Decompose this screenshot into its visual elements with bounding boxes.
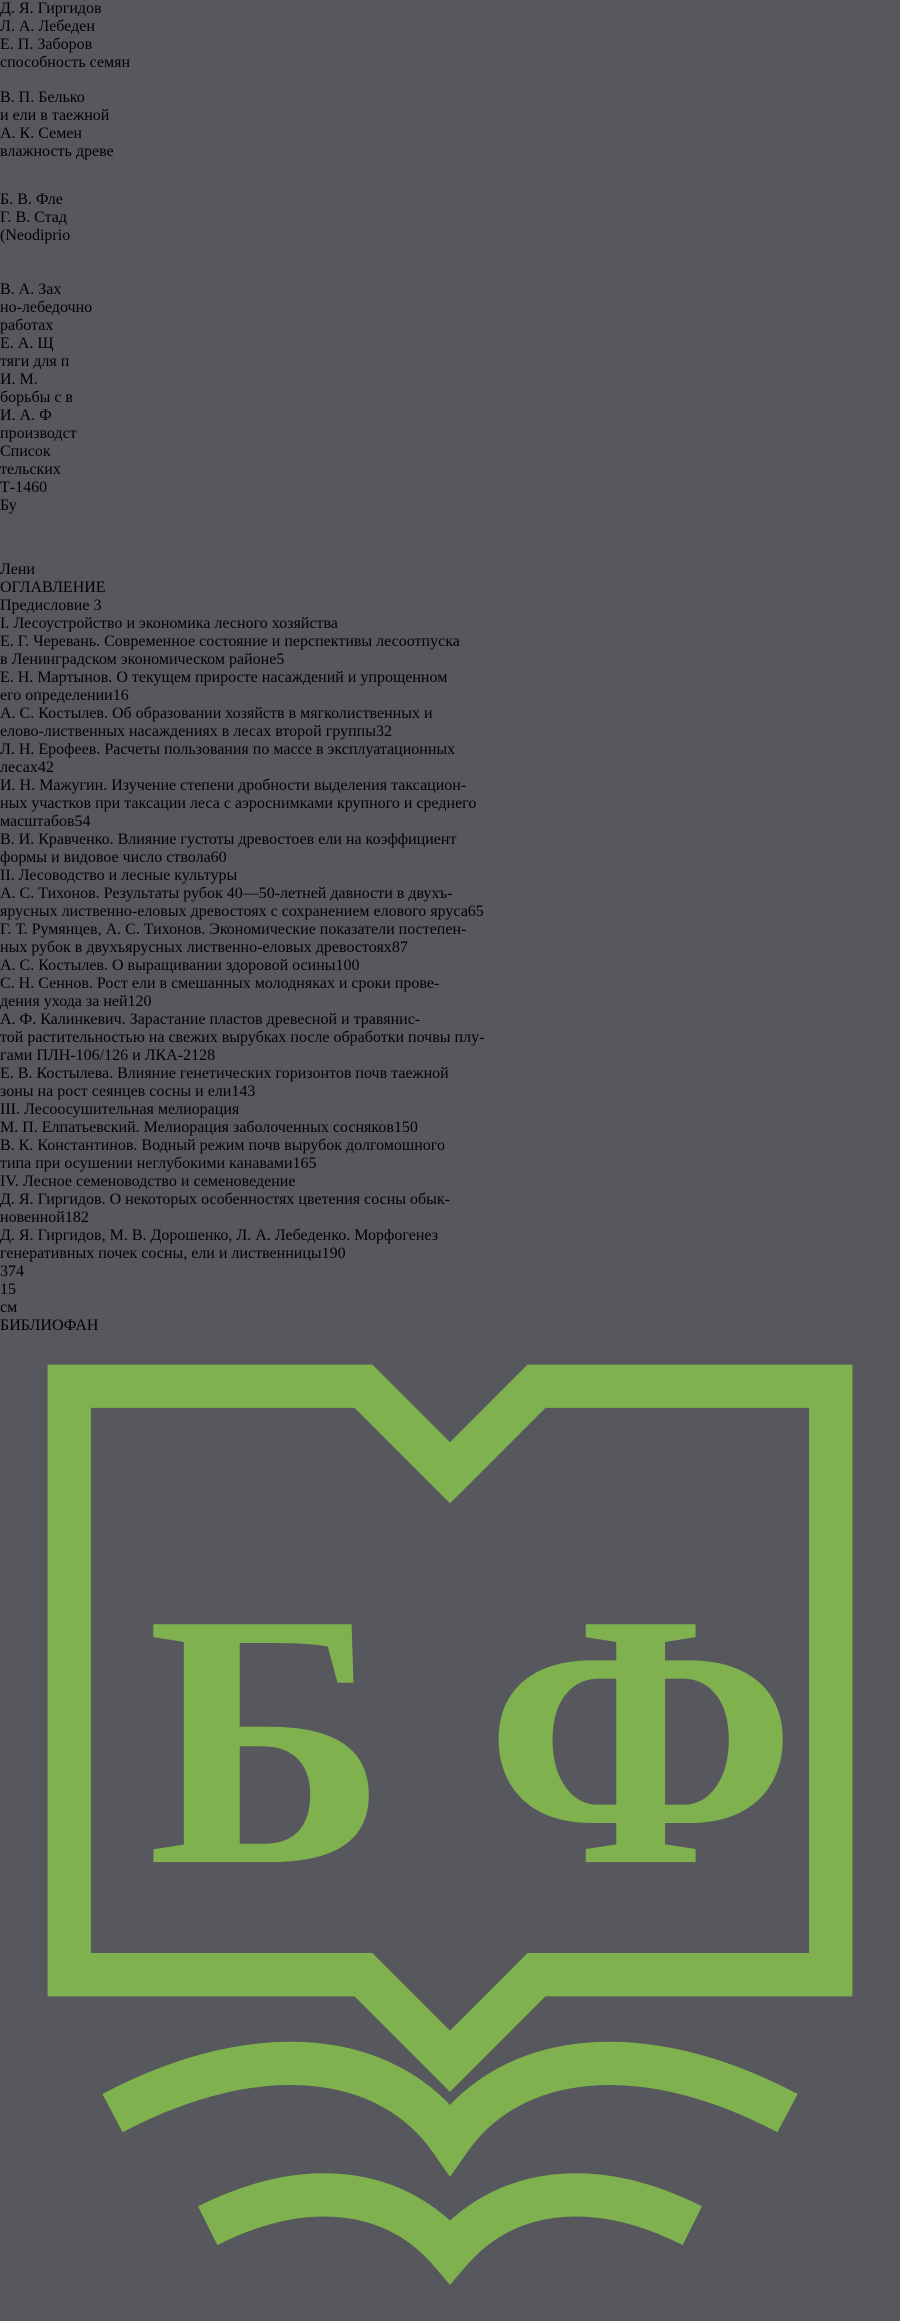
- open-book-icon: [0, 1317, 900, 2321]
- toc-line-text: гами ПЛН-106/126 и ЛКА-2: [0, 1047, 192, 1064]
- toc-line: [0, 1029, 900, 1047]
- page-number: 150: [393, 1119, 418, 1136]
- page-number: 16: [112, 687, 129, 704]
- toc-line: [0, 1065, 900, 1083]
- fragment-line: А. К. Семен: [0, 125, 82, 142]
- toc-line-text: Морфогенез: [354, 1227, 439, 1244]
- fragment-line: Е. А. Щ: [0, 335, 54, 352]
- ruler-unit-label: см: [0, 1299, 18, 1316]
- fragment-line: Е. П. Заборов: [0, 36, 93, 53]
- toc-entry: [0, 831, 900, 867]
- toc-entry: [0, 975, 900, 1011]
- toc-line: [0, 1227, 900, 1245]
- toc-line: [0, 1191, 900, 1209]
- toc-line-text: Мелиорация заболоченных сосняков: [143, 1119, 394, 1136]
- left-page: [0, 579, 900, 1281]
- fragment-line: Б. В. Фле: [0, 191, 63, 208]
- toc-line: [0, 687, 900, 705]
- toc-line: [0, 669, 900, 687]
- author-name: Е. Г. Черевань.: [0, 633, 105, 650]
- author-name: А. С. Костылев.: [0, 705, 112, 722]
- toc-line: [0, 1047, 900, 1065]
- author-name: С. Н. Сеннов.: [0, 975, 97, 992]
- author-name: Л. Н. Ерофеев.: [0, 741, 105, 758]
- toc-line-text: О выращивании здоровой осины: [111, 957, 336, 974]
- page-number: 128: [191, 1047, 216, 1064]
- toc-line: [0, 1119, 900, 1137]
- toc-line-text: О некоторых особенностях цветения сосны обык-: [109, 1191, 451, 1208]
- page-number: 120: [127, 993, 152, 1010]
- toc-line: [0, 849, 900, 867]
- toc-line: [0, 633, 900, 651]
- toc-line: [0, 993, 900, 1011]
- toc-line: [0, 759, 900, 777]
- fragment-line: В. П. Белько: [0, 89, 85, 106]
- logo-monogram-right: Ф: [484, 1538, 797, 1942]
- toc-entry: [0, 1011, 900, 1065]
- page-number: 165: [292, 1155, 317, 1172]
- fragment-line: В. А. Зах: [0, 281, 62, 298]
- toc-line: [0, 723, 900, 741]
- imprint-line: Т-1460: [0, 479, 48, 496]
- fragment-line: влажность древе: [0, 143, 114, 160]
- author-name: Е. В. Костылева.: [0, 1065, 118, 1082]
- toc-line: [0, 831, 900, 849]
- author-name: В. И. Кравченко.: [0, 831, 118, 848]
- toc-entry: [0, 705, 900, 741]
- toc-entry: [0, 633, 900, 669]
- toc-line: [0, 651, 900, 669]
- page-number: 143: [231, 1083, 256, 1100]
- toc-line-text: Результаты рубок 40—50-летней давности в двухъ-: [103, 885, 453, 902]
- footer-page-number: 374: [0, 1263, 24, 1280]
- toc-entry: [0, 777, 900, 831]
- toc-line: [0, 921, 900, 939]
- author-name: А. Ф. Калинкевич.: [0, 1011, 130, 1028]
- page-number: 42: [37, 759, 54, 776]
- fragment-line: тельских: [0, 461, 61, 478]
- toc-line: [0, 903, 900, 921]
- fragment-line: Л. А. Лебеден: [0, 18, 95, 35]
- preface-label: Предисловие: [0, 597, 90, 614]
- toc-line: [0, 1209, 900, 1227]
- author-name: Д. Я. Гиргидов, М. В. Дорошенко, Л. А. Лебеденко.: [0, 1227, 355, 1244]
- fragment-line: тяги для п: [0, 353, 70, 370]
- toc-line-text: масштабов: [0, 813, 75, 830]
- toc-line-text: генеративных почек сосны, ели и лиственницы: [0, 1245, 322, 1262]
- toc-entry: [0, 741, 900, 777]
- page-number: 54: [74, 813, 91, 830]
- toc-line-text: зоны на рост сеянцев сосны и ели: [0, 1083, 232, 1100]
- toc-line-text: новенной: [0, 1209, 65, 1226]
- toc-line-text: Влияние генетических горизонтов почв таежной: [117, 1065, 449, 1082]
- fragment-line: и ели в таежной: [0, 107, 110, 124]
- toc-preface-row: [0, 597, 900, 615]
- section-heading: I. Лесоустройство и экономика лесного хозяйства: [0, 615, 338, 632]
- toc-line-text: Экономические показатели постепен-: [209, 921, 467, 938]
- logo-monogram-left: Б: [147, 1538, 388, 1942]
- fragment-line: Список: [0, 443, 51, 460]
- toc-line-text: ных участков при таксации леса с аэроснимками крупного и среднего: [0, 795, 477, 812]
- toc-line-text: в Ленинградском экономическом районе: [0, 651, 277, 668]
- right-page: [0, 0, 900, 579]
- page-number: 60: [210, 849, 227, 866]
- toc-line-text: елово-лиственных насаждениях в лесах второй группы: [0, 723, 376, 740]
- toc-line: [0, 1155, 900, 1173]
- author-name: А. С. Костылев.: [0, 957, 112, 974]
- toc-entry: [0, 1137, 900, 1173]
- toc-line-text: Водный режим почв вырубок долгомошного: [141, 1137, 445, 1154]
- toc-entry: [0, 957, 900, 975]
- toc-line-text: дения ухода за ней: [0, 993, 128, 1010]
- author-name: Д. Я. Гиргидов.: [0, 1191, 110, 1208]
- fragment-line: И. М.: [0, 371, 38, 388]
- toc-line: [0, 1137, 900, 1155]
- toc-line: [0, 957, 900, 975]
- toc-line-text: ных рубок в двухъярусных лиственно-еловых древостоях: [0, 939, 392, 956]
- toc-line-text: той растительностью на свежих вырубках после обработки почвы плу-: [0, 1029, 485, 1046]
- toc-line-text: ярусных лиственно-еловых древостоях с сохранением елового яруса: [0, 903, 468, 920]
- fragment-line: работах: [0, 317, 54, 334]
- page-number: 87: [391, 939, 408, 956]
- toc-line-text: Изучение степени дробности выделения таксацион-: [111, 777, 467, 794]
- toc-line-text: Об образовании хозяйств в мягколиственных и: [111, 705, 433, 722]
- toc-sections: [0, 615, 900, 1263]
- toc-line: [0, 1011, 900, 1029]
- imprint-line: Бу: [0, 497, 17, 514]
- fragment-group: [0, 191, 900, 245]
- page-title: ОГЛАВЛЕНИЕ: [0, 579, 106, 596]
- right-page-text-fragments: [0, 0, 900, 479]
- fragment-line: (Neodiprio: [0, 227, 71, 244]
- toc-entry: [0, 669, 900, 705]
- section-heading: IV. Лесное семеноводство и семеноведение: [0, 1173, 296, 1190]
- fragment-line: Г. В. Стад: [0, 209, 68, 226]
- toc-line-text: типа при осушении неглубокими канавами: [0, 1155, 293, 1172]
- author-name: Е. Н. Мартынов.: [0, 669, 117, 686]
- toc-line: [0, 939, 900, 957]
- page-number: 190: [321, 1245, 346, 1262]
- toc-line-text: лесах: [0, 759, 38, 776]
- ruler-length-number: 15: [0, 1281, 16, 1298]
- toc-line-text: Рост ели в смешанных молодняках и сроки прове-: [96, 975, 440, 992]
- toc-line: [0, 741, 900, 759]
- page-number: 65: [467, 903, 484, 920]
- toc-entry: [0, 885, 900, 921]
- page-number: 100: [335, 957, 360, 974]
- toc-line: [0, 1083, 900, 1101]
- toc-entry: [0, 1191, 900, 1227]
- page-number: 182: [64, 1209, 89, 1226]
- toc-line: [0, 777, 900, 795]
- fragment-group: [0, 89, 900, 161]
- toc-line-text: Расчеты пользования по массе в эксплуатационных: [104, 741, 456, 758]
- toc-line: [0, 975, 900, 993]
- section-heading: III. Лесоосушительная мелиорация: [0, 1101, 240, 1118]
- toc-line: [0, 885, 900, 903]
- toc-line: [0, 813, 900, 831]
- toc-entry: [0, 1119, 900, 1137]
- toc-line-text: О текущем приросте насаждений и упрощенном: [116, 669, 448, 686]
- toc-line: [0, 1245, 900, 1263]
- fragment-line: Д. Я. Гиргидов: [0, 0, 102, 17]
- fragment-group: [0, 0, 900, 72]
- toc-entry: [0, 1227, 900, 1263]
- page-number: 5: [276, 651, 285, 668]
- fragment-line: И. А. Ф: [0, 407, 52, 424]
- right-page-imprint: [0, 479, 900, 579]
- fragment-line: способность семян: [0, 54, 131, 71]
- author-name: Г. Т. Румянцев, А. С. Тихонов.: [0, 921, 210, 938]
- table-of-contents: [0, 579, 900, 1281]
- toc-line-text: Современное состояние и перспективы лесоотпуска: [104, 633, 460, 650]
- toc-line-text: Зарастание пластов древесной и травянис-: [129, 1011, 421, 1028]
- section-heading: II. Лесоводство и лесные культуры: [0, 867, 238, 884]
- fragment-group: [0, 281, 900, 479]
- toc-line: [0, 795, 900, 813]
- fragment-line: борьбы с в: [0, 389, 73, 406]
- page-number: 3: [93, 597, 102, 614]
- author-name: А. С. Тихонов.: [0, 885, 104, 902]
- logo-name: БИБЛИОФАН: [0, 1317, 99, 1334]
- toc-entry: [0, 921, 900, 957]
- toc-line-text: формы и видовое число ствола: [0, 849, 211, 866]
- toc-line: [0, 705, 900, 723]
- author-name: М. П. Елпатьевский.: [0, 1119, 144, 1136]
- author-name: И. Н. Мажугин.: [0, 777, 112, 794]
- fragment-line: но-лебедочно: [0, 299, 93, 316]
- toc-line-text: его определении: [0, 687, 113, 704]
- author-name: В. К. Константинов.: [0, 1137, 142, 1154]
- imprint-line: Лени: [0, 561, 35, 578]
- toc-line-text: Влияние густоты древостоев ели на коэффициент: [117, 831, 457, 848]
- toc-entry: [0, 1065, 900, 1101]
- fragment-line: производст: [0, 425, 77, 442]
- page-number: 32: [375, 723, 392, 740]
